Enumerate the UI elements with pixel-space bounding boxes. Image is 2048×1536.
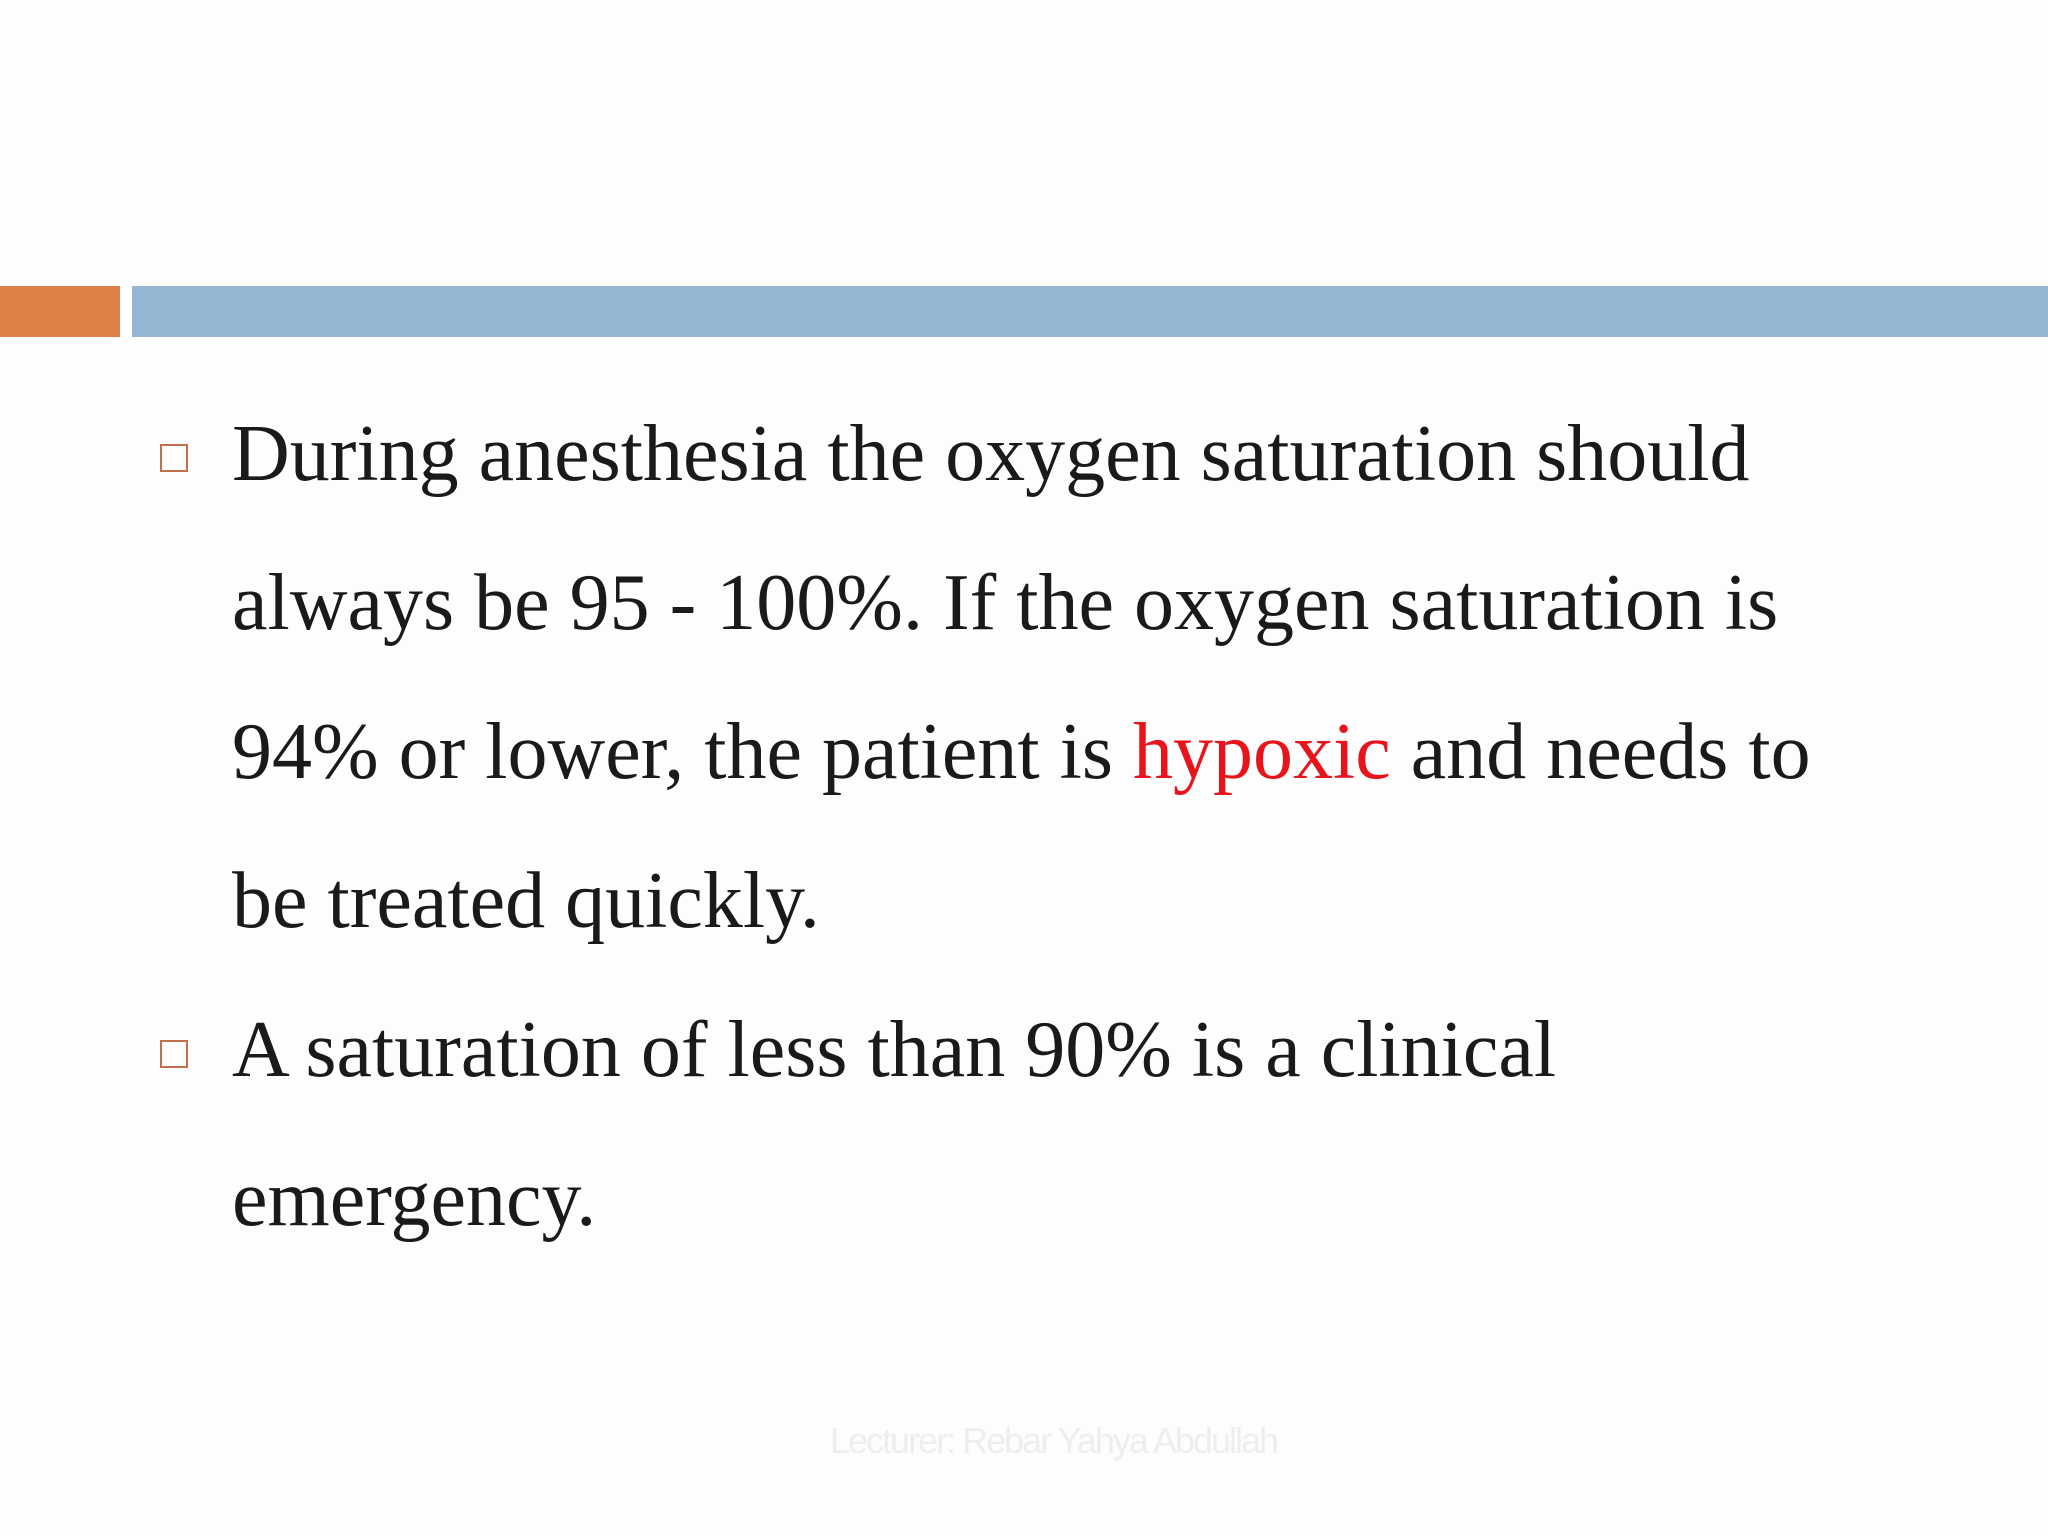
bullet-text-2: A saturation of less than 90% is a clinical emergency. [232,1006,1557,1243]
bullet-text-1-before: During anesthesia the oxygen saturation should always be 95 - 100%. If the oxygen saturation is 94% or lower, the patient is [232,410,1779,796]
header-accent-bar-blue [132,286,2048,337]
header-accent-bar-orange [0,286,120,337]
hollow-square-bullet-icon [160,1040,188,1068]
hollow-square-bullet-icon [160,444,188,472]
bullet-text-1-after: and needs to be treated quickly. [232,708,1811,945]
bullet-text-1 [232,380,1852,976]
highlight-word: hypoxic [1133,708,1391,796]
footer-lecturer: Lecturer: Rebar Yahya Abdullah [830,1420,1278,1461]
